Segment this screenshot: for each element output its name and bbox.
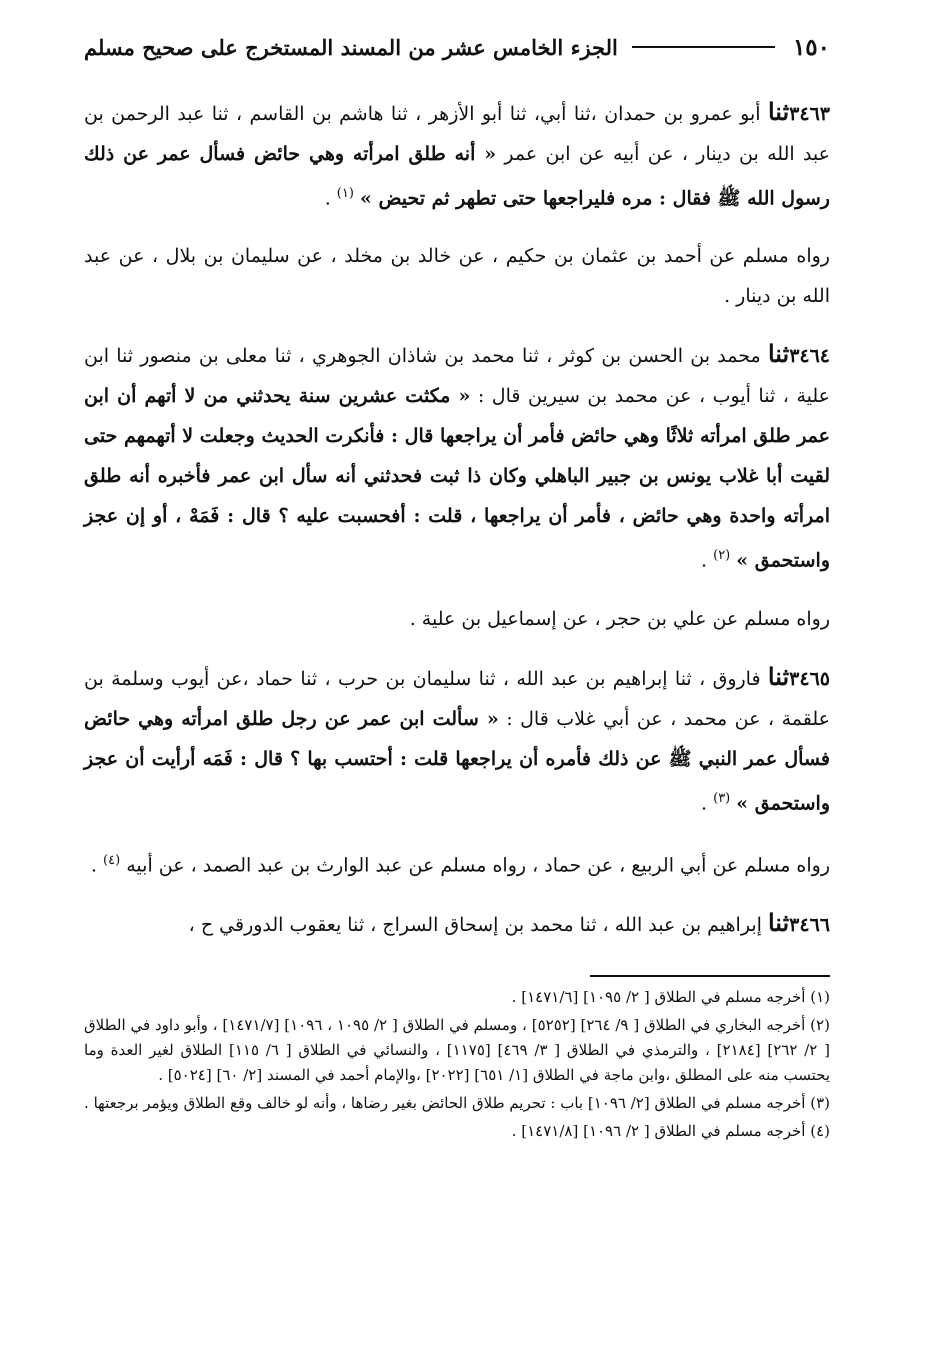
page-number: ١٥٠ <box>792 33 830 61</box>
footnote-3: (٣) أخرجه مسلم في الطلاق [٢/ ١٠٩٦] باب : تحريم طلاق الحائض بغير رضاها ، وأنه لو خالف وقع الطلاق ويؤمر برجعتها . <box>84 1094 830 1113</box>
hadith-number: ٣٤٦٣ <box>789 103 830 125</box>
book-title: الجزء الخامس عشر من المسند المستخرج على صحيح مسلم <box>84 34 618 60</box>
footnote-ref: (٢) <box>713 548 731 564</box>
footnote-ref: (٣) <box>713 790 731 806</box>
riwaya-3465 <box>84 841 830 885</box>
matn-text: « مكثت عشرين سنة يحدثني من لا أتهم أن ابن عمر طلق امرأته ثلاثًا وهي حائض فأمر أن يراجعها قال : فأنكرت الحديث وجعلت لا أتهمهم حتى لقيت أبا غلاب يونس بن جبير الباهلي وكان ذا ثبت فحدثني أنه سأل ابن عمر فأخبره أنه طلق امرأته واحدة وهي حائض ، فأمر أن يراجعها ، قلت : أفحسبت عليه ؟ قال : فَمَهْ ، أو إن عجز واستحمق » <box>84 385 830 572</box>
footnote-ref: (٤) <box>103 852 121 868</box>
footnote-4: (٤) أخرجه مسلم في الطلاق [ ٢/ ١٠٩٦] [١٤٧١/٨] . <box>511 1122 830 1141</box>
hadith-3466 <box>84 903 830 945</box>
riwaya-3463: رواه مسلم عن أحمد بن عثمان بن حكيم ، عن خالد بن مخلد ، عن سليمان بن بلال ، عن عبد الله بن دينار . <box>84 245 830 308</box>
thana-label: ثنا <box>767 97 790 126</box>
thana-label: ثنا <box>767 339 790 369</box>
matn-text: « سألت ابن عمر عن رجل طلق امرأته وهي حائض فسأل عمر النبي ﷺ عن ذلك فأمره أن يراجعها قلت : أحتسب بها ؟ قال : فَمَه أرأيت أن عجز واستحمق » <box>84 707 830 814</box>
hadith-number: ٣٤٦٦ <box>789 914 830 937</box>
footnote-2: (٢) أخرجه البخاري في الطلاق [ ٩/ ٢٦٤] [٥٢٥٢] ، ومسلم في الطلاق [ ٢/ ١٠٩٥ ، ١٠٩٦] [١٤٧١/٧] ، وأبو داود في الطلاق [ ٢/ ٢٦٢] [٢١٨٤] ، والترمذي في الطلاق [ ٣/ ٤٦٩] [١١٧٥] ، والنسائي في الطلاق [ ٦/ ١١٥] الطلاق لغير العدة وما يحتسب منه على المطلق ،وابن ماجة في الطلاق [١/ ٦٥١] [٢٠٢٢] ،والإمام أحمد في المسند [٢/ ٦٠] [٥٠٢٤] . <box>84 1016 831 1085</box>
header-rule <box>632 46 775 48</box>
footnote-ref: (١) <box>336 186 354 201</box>
end-mark: . <box>701 791 714 814</box>
hadith-3463 <box>84 92 830 218</box>
riwaya-text: رواه مسلم عن أبي الربيع ، عن حماد ، رواه مسلم عن عبد الوارث بن عبد الصمد ، عن أبيه <box>126 854 830 877</box>
thana-label: ثنا <box>767 908 790 938</box>
end-mark: . <box>324 187 337 210</box>
page-header <box>84 22 830 72</box>
isnad-text: فاروق ، ثنا إبراهيم بن عبد الله ، ثنا سليمان بن حرب ، ثنا حماد ،عن أيوب وسلمة بن علقمة ، عن محمد ، عن أبي غلاب قال : <box>84 667 831 730</box>
hadith-number: ٣٤٦٥ <box>789 667 830 690</box>
footnote-1: (١) أخرجه مسلم في الطلاق [ ٢/ ١٠٩٥] [١٤٧١/٦] . <box>511 988 830 1007</box>
isnad-text: محمد بن الحسن بن كوثر ، ثنا محمد بن شاذان الجوهري ، ثنا معلى بن منصور ثنا ابن علية ، ثنا أيوب ، عن محمد بن سيرين قال : <box>84 345 830 408</box>
matn-text: « أنه طلق امرأته وهي حائض فسأل عمر عن ذلك رسول الله ﷺ فقال : مره فليراجعها حتى تطهر ثم تحيض » <box>84 143 830 210</box>
hadith-3465 <box>84 657 830 823</box>
isnad-text: إبراهيم بن عبد الله ، ثنا محمد بن إسحاق السراج ، ثنا يعقوب الدورقي ح ، <box>188 914 762 937</box>
riwaya-3464: رواه مسلم عن علي بن حجر ، عن إسماعيل بن علية . <box>409 607 830 630</box>
hadith-3464 <box>84 334 830 580</box>
hadith-number: ٣٤٦٤ <box>789 345 831 368</box>
end-mark: . <box>701 549 714 572</box>
thana-label: ثنا <box>767 661 790 691</box>
footnote-divider <box>590 975 830 977</box>
footnotes <box>84 985 830 1144</box>
isnad-text: أبو عمرو بن حمدان ،ثنا أبي، ثنا أبو الأزهر ، ثنا هاشم بن القاسم ، ثنا عبد الرحمن بن عبد الله بن دينار ، عن أبيه عن ابن عمر <box>84 103 830 165</box>
end-mark: . <box>90 854 104 877</box>
